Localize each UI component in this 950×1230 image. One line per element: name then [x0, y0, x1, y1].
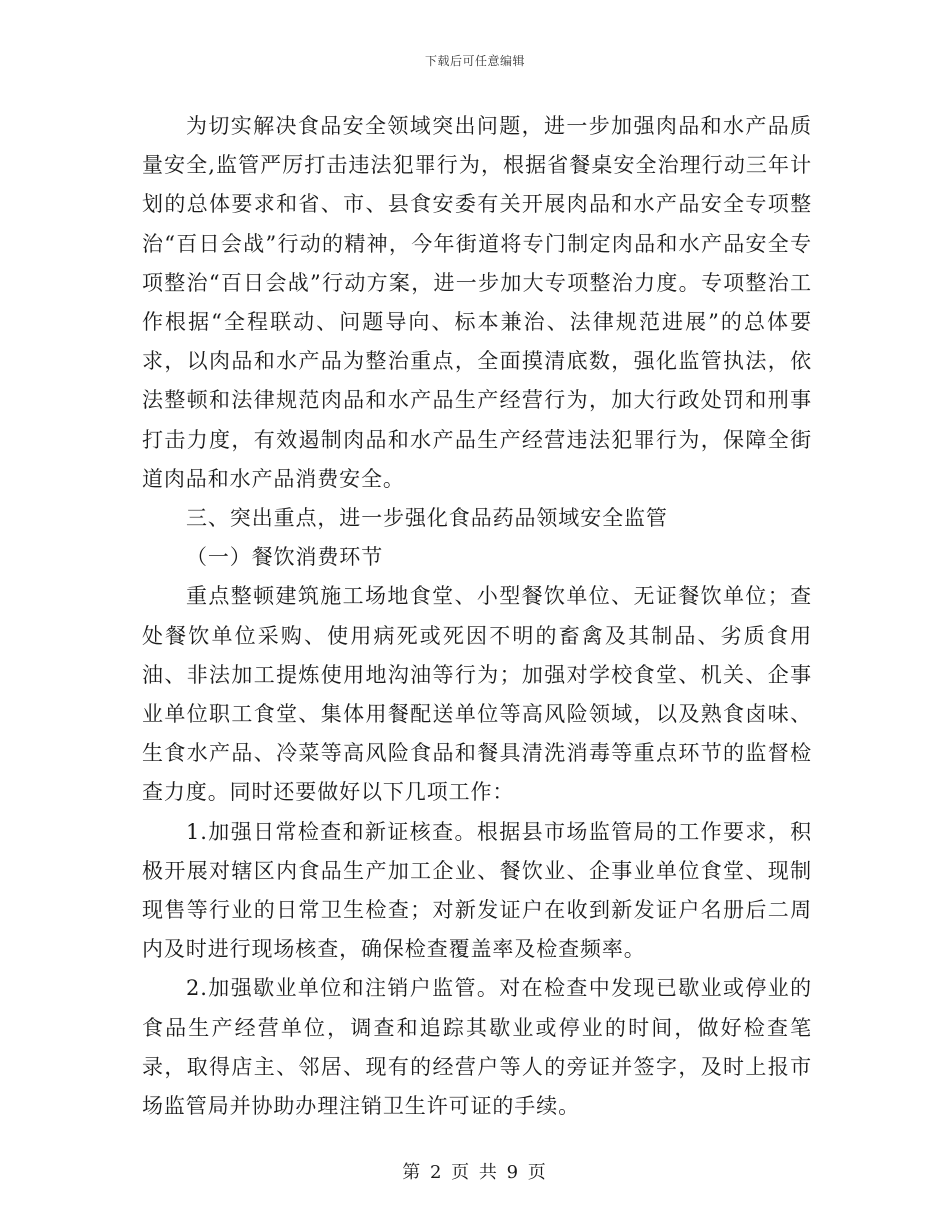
- page-header: 下载后可任意编辑: [424, 54, 525, 68]
- paragraph-intro: 为切实解决食品安全领域突出问题，进一步加强肉品和水产品质量安全,监管严厉打击违法犯罪行为，根据省餐桌安全治理行动三年计划的总体要求和省、市、县食安委有关开展肉品和水产品安全专项整治“百日会战”行动的精神，今年街道将专门制定肉品和水产品安全专项整治“百日会战”行动方案，进一步加大专项整治力度。专项整治工作根据“全程联动、问题导向、标本兼治、法律规范进展”的总体要求，以肉品和水产品为整治重点，全面摸清底数，强化监管执法，依法整顿和法律规范肉品和水产品生产经营行为，加大行政处罚和刑事打击力度，有效遏制肉品和水产品生产经营违法犯罪行为，保障全街道肉品和水产品消费安全。: [142, 114, 812, 491]
- section-heading: 三、突出重点，进一步强化食品药品领域安全监管: [186, 506, 668, 531]
- paragraph-item-1: 1.加强日常检查和新证核查。根据县市场监管局的工作要求，积极开展对辖区内食品生产加工企业、餐饮业、企事业单位食堂、现制现售等行业的日常卫生检查；对新发证户在收到新发证户名册后二周内及时进行现场核查，确保检查覆盖率及检查频率。: [142, 819, 812, 962]
- subsection-heading: （一）餐饮消费环节: [186, 545, 384, 570]
- paragraph-catering: 重点整顿建筑施工场地食堂、小型餐饮单位、无证餐饮单位；查处餐饮单位采购、使用病死或死因不明的畜禽及其制品、劣质食用油、非法加工提炼使用地沟油等行为；加强对学校食堂、机关、企事业单位职工食堂、集体用餐配送单位等高风险领域，以及熟食卤味、生食水产品、冷菜等高风险食品和餐具清洗消毒等重点环节的监督检查力度。同时还要做好以下几项工作：: [142, 584, 812, 805]
- page-number: 第 2 页 共 9 页: [402, 1162, 548, 1183]
- document-body: [142, 107, 812, 1126]
- paragraph-item-2: 2.加强歇业单位和注销户监管。对在检查中发现已歇业或停业的食品生产经营单位，调查和追踪其歇业或停业的时间，做好检查笔录，取得店主、邻居、现有的经营户等人的旁证并签字，及时上报市场监管局并协助办理注销卫生许可证的手续。: [142, 976, 812, 1119]
